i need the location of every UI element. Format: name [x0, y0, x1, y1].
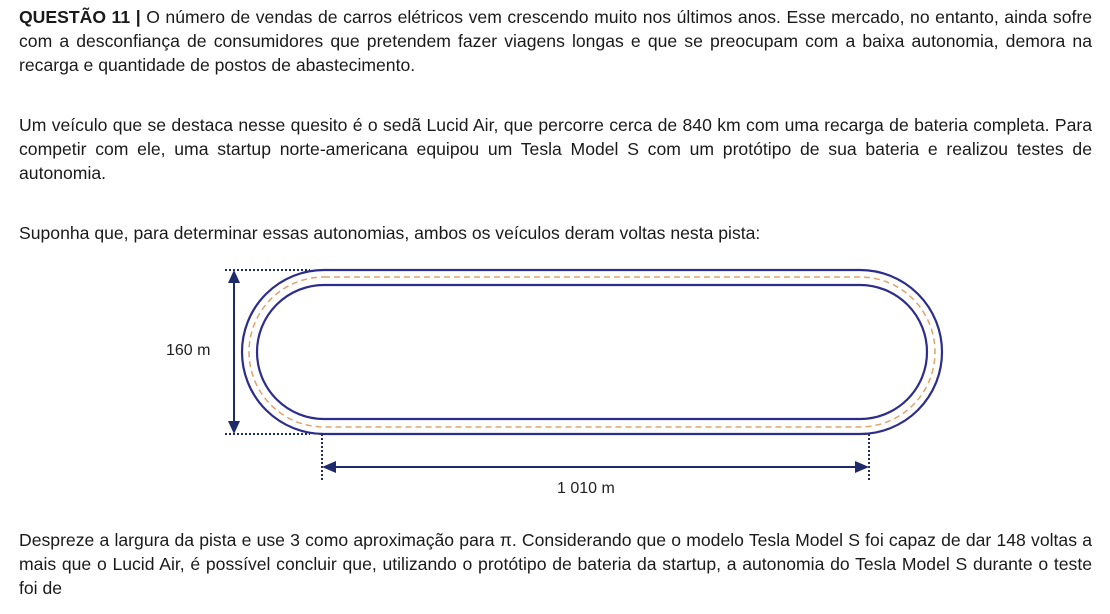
track-diagram: [150, 258, 950, 508]
question-number: QUESTÃO 11 |: [19, 7, 141, 27]
track-outer-edge: [242, 270, 942, 434]
question-paragraph-2: Um veículo que se destaca nesse quesito é o sedã Lucid Air, que percorre cerca de 840 km com uma recarga de bateria completa. Para competir com ele, uma startup norte-americana equipou um Tesla Model S com um protótipo de sua bateria e realizou testes de autonomia.: [19, 115, 1092, 183]
track-inner-edge: [257, 285, 927, 419]
track-figure: [150, 258, 950, 508]
length-arrow-head-right: [855, 461, 869, 473]
question-intro-text: O número de vendas de carros elétricos vem crescendo muito nos últimos anos. Esse mercado, no entanto, ainda sofre com a desconfiança de consumidores que pretendem fazer viagens longas e que se preocupam com a baixa autonomia, demora na recarga e quantidade de postos de abastecimento.: [19, 7, 1093, 75]
length-dimension-label: 1 010 m: [557, 480, 615, 497]
track-center-line: [249, 277, 935, 427]
length-arrow-head-left: [322, 461, 336, 473]
question-intro-paragraph: [19, 5, 1092, 77]
question-paragraph-4: Despreze a largura da pista e use 3 como aproximação para π. Considerando que o modelo Tesla Model S foi capaz de dar 148 voltas a mais que o Lucid Air, é possível concluir que, utilizando o protótipo de bateria da startup, a autonomia do Tesla Model S durante o teste foi de: [19, 530, 1092, 598]
height-arrow-head-bottom: [228, 421, 240, 434]
height-arrow-head-top: [228, 270, 240, 283]
height-dimension-label: 160 m: [166, 342, 211, 359]
question-paragraph-3: Suponha que, para determinar essas autonomias, ambos os veículos deram voltas nesta pista:: [19, 223, 761, 243]
